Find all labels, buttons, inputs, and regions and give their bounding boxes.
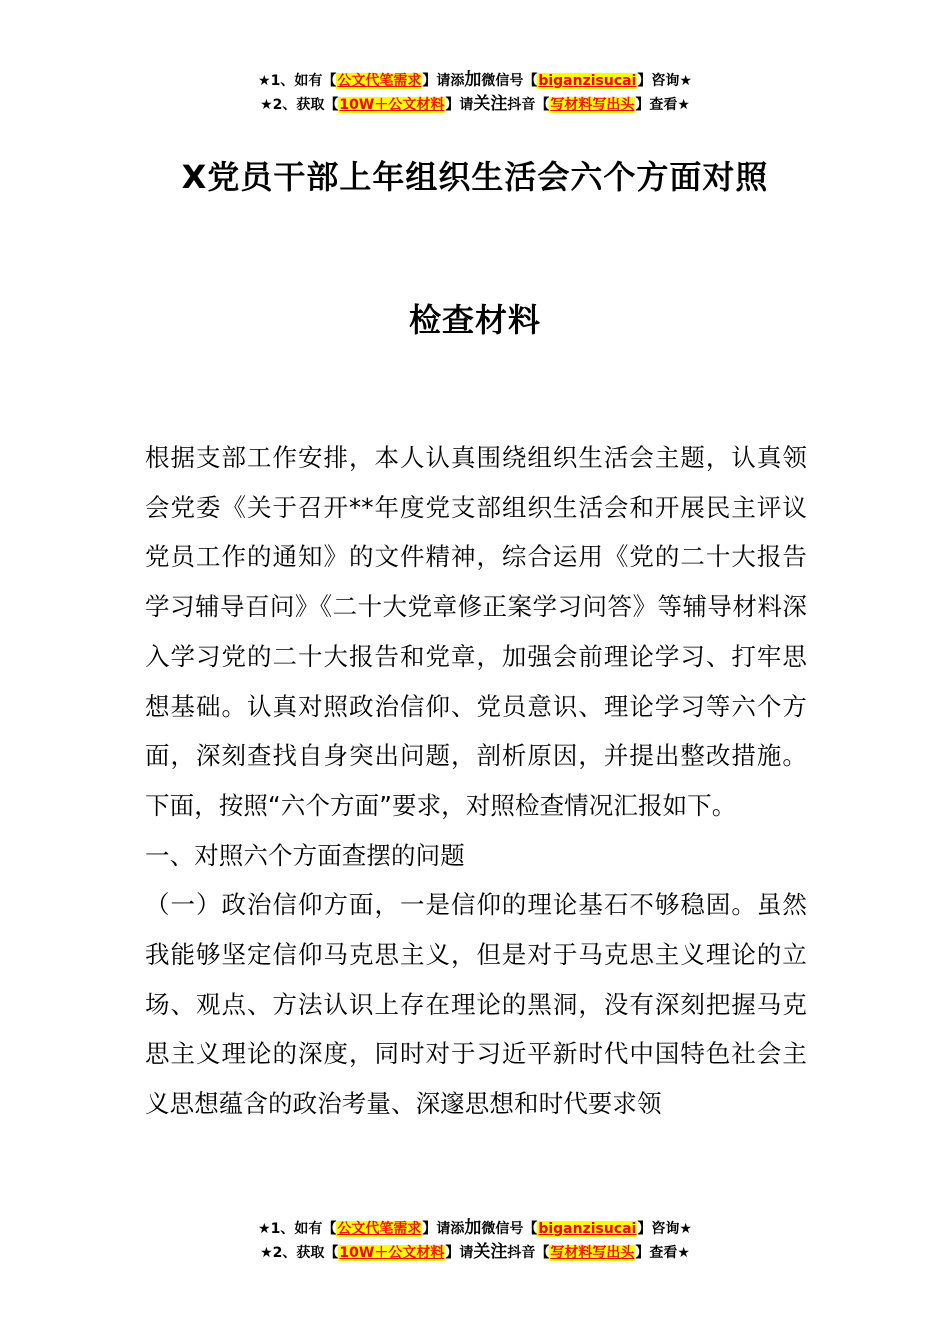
footer-highlight-materials: 10W＋公文材料 xyxy=(339,1245,445,1261)
highlight-materials: 10W＋公文材料 xyxy=(339,97,445,113)
highlight-douyin: 写材料写出头 xyxy=(550,97,635,113)
footer-banner-line-1: ★1、如有【公文代笔需求】请添加微信号【biganzisucai】咨询★ xyxy=(258,1218,692,1238)
document-title-line-1: X党员干部上年组织生活会六个方面对照 xyxy=(181,158,769,196)
footer-highlight-douyin: 写材料写出头 xyxy=(550,1245,635,1261)
highlight-wechat-id: biganzisucai xyxy=(538,73,637,89)
document-body xyxy=(145,433,807,1129)
banner-line-1: ★1、如有【公文代笔需求】请添加微信号【biganzisucai】咨询★ xyxy=(258,70,692,90)
paragraph-intro: 根据支部工作安排，本人认真围绕组织生活会主题，认真领会党委《关于召开**年度党支部组织生活会和开展民主评议党员工作的通知》的文件精神，综合运用《党的二十大报告学习辅导百问》《二十大党章修正案学习问答》等辅导材料深入学习党的二十大报告和党章，加强会前理论学习、打牢思想基础。认真对照政治信仰、党员意识、理论学习等六个方面，深刻查找自身突出问题，剖析原因，并提出整改措施。下面，按照“六个方面”要求，对照检查情况汇报如下。 xyxy=(145,443,807,820)
section-heading-1: 一、对照六个方面查摆的问题 xyxy=(145,840,465,870)
footer-banner xyxy=(0,1217,950,1265)
footer-banner-line-2: ★2、获取【10W＋公文材料】请关注抖音【写材料写出头】查看★ xyxy=(260,1242,690,1262)
footer-highlight-wechat-id: biganzisucai xyxy=(538,1221,637,1237)
header-banner xyxy=(0,69,950,117)
footer-highlight-service: 公文代笔需求 xyxy=(337,1221,422,1237)
paragraph-political-belief: （一）政治信仰方面，一是信仰的理论基石不够稳固。虽然我能够坚定信仰马克思主义，但是对于马克思主义理论的立场、观点、方法认识上存在理论的黑洞，没有深刻把握马克思主义理论的深度，同时对于习近平新时代中国特色社会主义思想蕴含的政治考量、深邃思想和时代要求领 xyxy=(145,890,807,1119)
document-title-line-2: 检查材料 xyxy=(408,301,541,339)
highlight-service: 公文代笔需求 xyxy=(337,73,422,89)
banner-line-2: ★2、获取【10W＋公文材料】请关注抖音【写材料写出头】查看★ xyxy=(260,94,690,114)
